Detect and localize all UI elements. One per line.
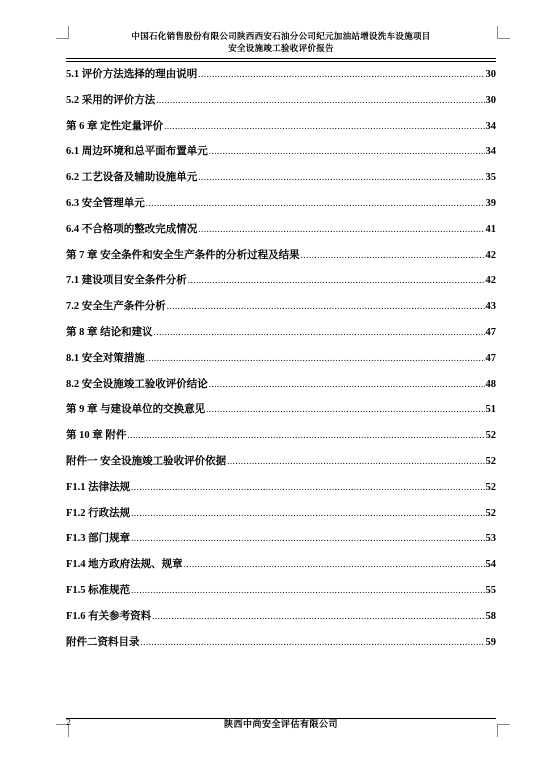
toc-entry[interactable] — [66, 423, 496, 449]
header-project-title: 中国石化销售股份有限公司陕西西安石油分公司纪元加油站增设洗车设施项目 — [131, 32, 431, 42]
toc-entry[interactable] — [66, 62, 496, 88]
toc-entry-page: 34 — [485, 120, 496, 132]
toc-dot-leader — [198, 217, 484, 243]
toc-dot-leader — [131, 526, 484, 552]
toc-entry[interactable] — [66, 630, 496, 656]
toc-entry-page: 52 — [485, 481, 496, 493]
toc-entry-page: 42 — [485, 249, 496, 261]
toc-entry-page: 42 — [485, 275, 496, 287]
toc-entry-title: 8.2 安全设施竣工验收评价结论 — [66, 378, 208, 390]
toc-dot-leader — [164, 114, 484, 140]
toc-entry[interactable] — [66, 501, 496, 527]
toc-entry-title: 6.3 安全管理单元 — [66, 197, 145, 209]
toc-entry-page: 43 — [485, 301, 496, 313]
toc-entry-page: 47 — [485, 352, 496, 364]
toc-dot-leader — [131, 501, 484, 527]
toc-dot-leader — [131, 475, 484, 501]
toc-entry-page: 30 — [485, 69, 496, 80]
toc-entry-page: 35 — [485, 172, 496, 184]
toc-entry-title: F1.3 部门规章 — [66, 533, 131, 545]
toc-entry[interactable] — [66, 526, 496, 552]
toc-entry[interactable] — [66, 191, 496, 217]
toc-entry[interactable] — [66, 88, 496, 114]
toc-entry[interactable] — [66, 320, 496, 346]
toc-entry-title: 5.1 评价方法选择的理由说明 — [66, 69, 198, 80]
toc-entry[interactable] — [66, 114, 496, 140]
toc-dot-leader — [127, 423, 484, 449]
toc-entry[interactable] — [66, 604, 496, 630]
toc-dot-leader — [184, 552, 485, 578]
footer-page-number: 2 — [66, 718, 72, 727]
toc-entry-title: 6.4 不合格项的整改完成情况 — [66, 223, 198, 235]
toc-dot-leader — [141, 630, 485, 656]
toc-entry-title: 附件二资料目录 — [66, 636, 140, 648]
toc-entry-title: 附件一 安全设施竣工验收评价依据 — [66, 455, 227, 467]
toc-entry[interactable] — [66, 268, 496, 294]
footer-divider — [66, 718, 496, 719]
crop-mark-bottom-right — [497, 724, 510, 737]
toc-dot-leader — [227, 449, 484, 475]
toc-entry[interactable] — [66, 475, 496, 501]
toc-dot-leader — [188, 268, 485, 294]
footer-organization: 陕西中尚安全评估有限公司 — [223, 720, 338, 730]
toc-dot-leader — [152, 604, 484, 630]
toc-entry-page: 59 — [485, 636, 496, 648]
crop-mark-top-right — [497, 26, 510, 39]
toc-entry-title: 7.1 建设项目安全条件分析 — [66, 275, 187, 287]
toc-dot-leader — [146, 346, 485, 372]
toc-entry-page: 52 — [485, 455, 496, 467]
toc-entry-page: 48 — [485, 378, 496, 390]
toc-dot-leader — [154, 320, 485, 346]
toc-entry-title: 第 6 章 定性定量评价 — [66, 120, 164, 132]
table-of-contents — [66, 62, 496, 655]
toc-entry-title: F1.2 行政法规 — [66, 507, 131, 519]
toc-entry-page: 51 — [485, 404, 496, 416]
toc-entry[interactable] — [66, 346, 496, 372]
toc-dot-leader — [206, 397, 484, 423]
toc-dot-leader — [198, 165, 484, 191]
toc-dot-leader — [146, 191, 485, 217]
toc-entry-title: F1.5 标准规范 — [66, 584, 131, 596]
toc-entry-page: 58 — [485, 610, 496, 622]
toc-entry[interactable] — [66, 397, 496, 423]
toc-entry-title: F1.6 有关参考资料 — [66, 610, 152, 622]
toc-entry[interactable] — [66, 294, 496, 320]
toc-entry-page: 55 — [485, 584, 496, 596]
toc-entry-page: 53 — [485, 533, 496, 545]
toc-entry-title: F1.4 地方政府法规、规章 — [66, 559, 183, 571]
header-divider-thick — [66, 58, 496, 59]
toc-entry[interactable] — [66, 217, 496, 243]
toc-entry-title: 6.2 工艺设备及辅助设施单元 — [66, 172, 198, 184]
toc-dot-leader — [156, 88, 484, 114]
toc-entry-title: 6.1 周边环境和总平面布置单元 — [66, 146, 208, 158]
toc-entry-title: 5.2 采用的评价方法 — [66, 94, 156, 106]
toc-entry-title: 8.1 安全对策措施 — [66, 352, 145, 364]
toc-dot-leader — [167, 294, 485, 320]
toc-entry-page: 47 — [485, 326, 496, 338]
header-report-title: 安全设施竣工验收评价报告 — [228, 44, 334, 54]
toc-dot-leader — [301, 243, 485, 269]
toc-entry[interactable] — [66, 372, 496, 398]
toc-entry-page: 34 — [485, 146, 496, 158]
toc-entry-page: 54 — [485, 559, 496, 571]
toc-entry[interactable] — [66, 139, 496, 165]
toc-dot-leader — [131, 578, 484, 604]
toc-entry-title: F1.1 法律法规 — [66, 481, 131, 493]
toc-entry[interactable] — [66, 243, 496, 269]
toc-entry-title: 7.2 安全生产条件分析 — [66, 301, 166, 313]
toc-dot-leader — [209, 372, 485, 398]
page-header — [66, 31, 496, 55]
toc-entry[interactable] — [66, 165, 496, 191]
toc-entry-title: 第 9 章 与建设单位的交换意见 — [66, 404, 206, 416]
toc-entry-title: 第 7 章 安全条件和安全生产条件的分析过程及结果 — [66, 249, 300, 261]
toc-entry-title: 第 8 章 结论和建议 — [66, 326, 153, 338]
toc-entry-page: 52 — [485, 507, 496, 519]
toc-entry-page: 41 — [485, 223, 496, 235]
toc-entry-page: 52 — [485, 430, 496, 442]
toc-entry[interactable] — [66, 578, 496, 604]
toc-entry-title: 第 10 章 附件 — [66, 430, 127, 442]
toc-dot-leader — [198, 62, 484, 88]
toc-entry[interactable] — [66, 449, 496, 475]
toc-dot-leader — [209, 139, 485, 165]
toc-entry-page: 39 — [485, 197, 496, 209]
toc-entry[interactable] — [66, 552, 496, 578]
toc-entry-page: 30 — [485, 94, 496, 106]
